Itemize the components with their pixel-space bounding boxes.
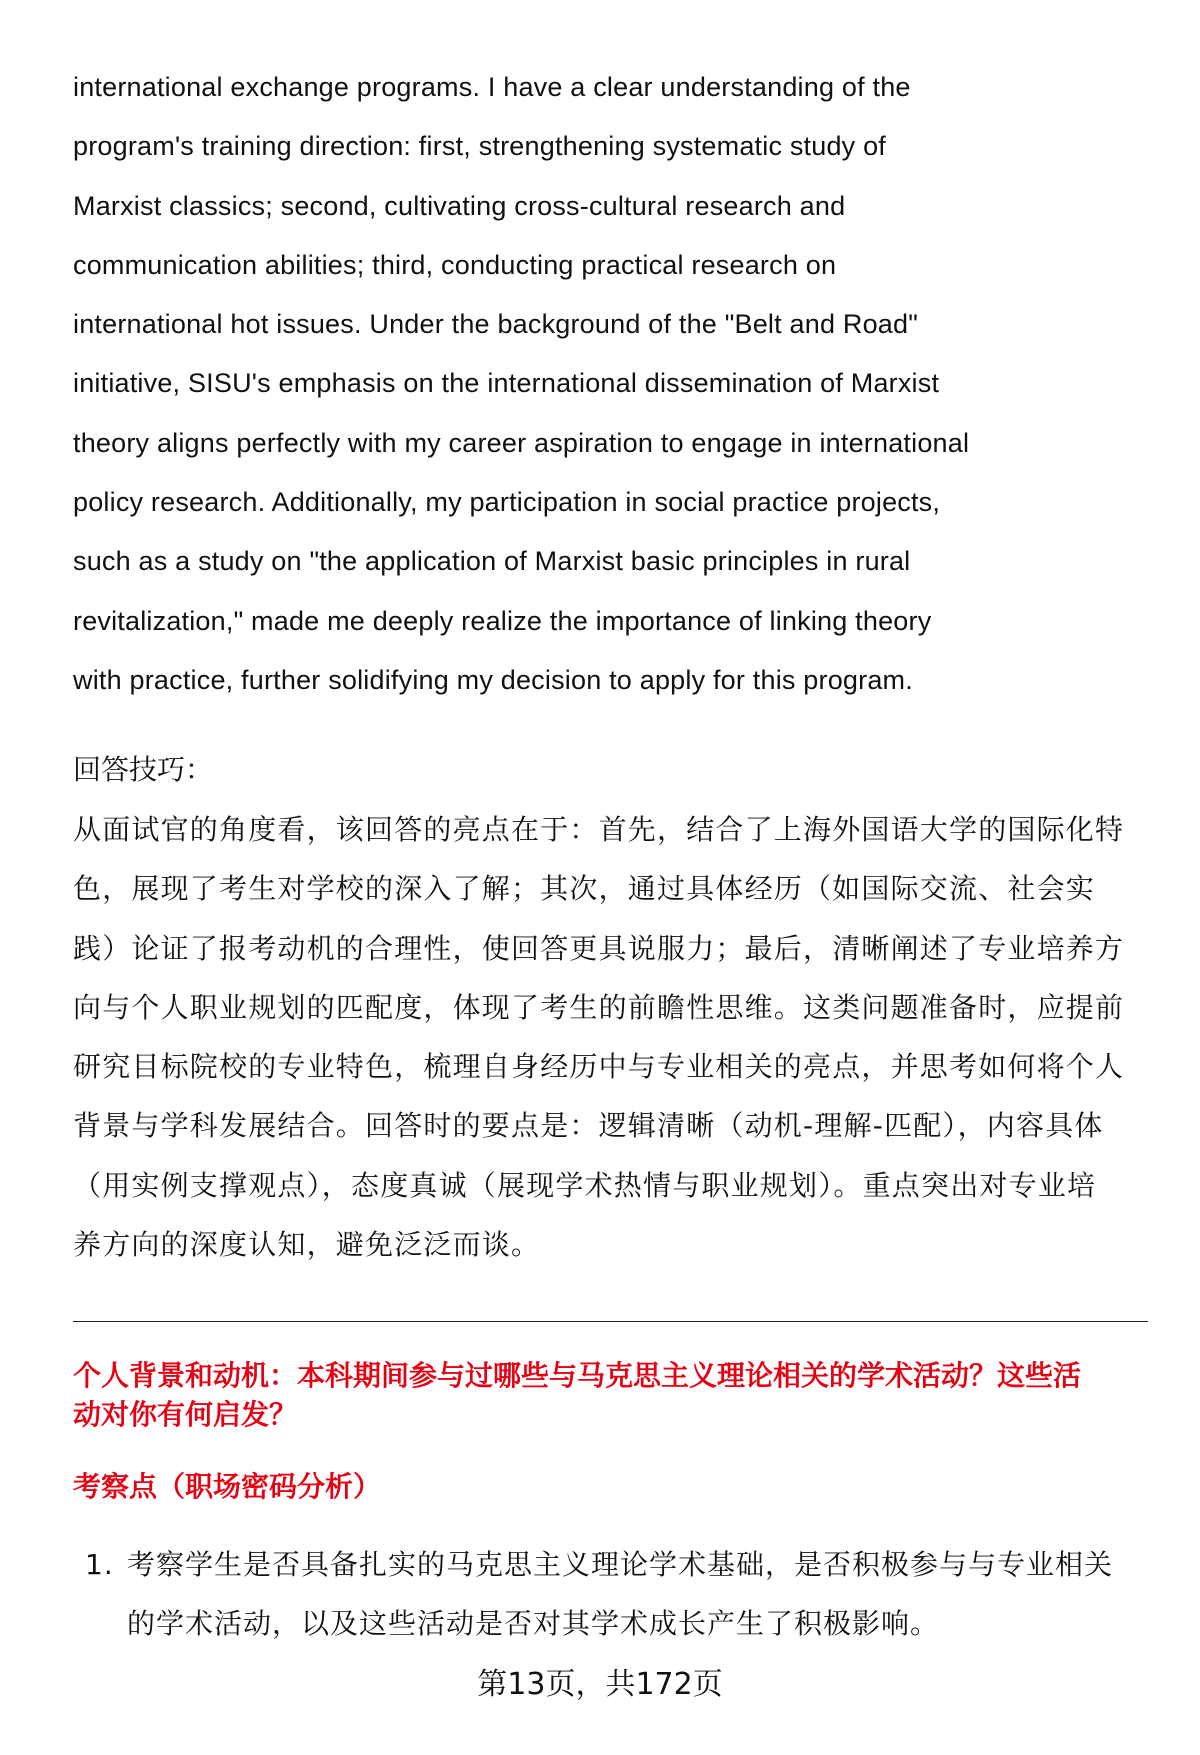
assessment-point-heading: 考察点（职场密码分析） xyxy=(73,1470,382,1503)
paragraph-line: program's training direction: first, strengthening systematic study of xyxy=(73,131,887,162)
list-item xyxy=(85,1535,1148,1594)
paragraph-line: policy research. Additionally, my participation in social practice projects, xyxy=(73,487,941,518)
paragraph-line: 研究目标院校的专业特色，梳理自身经历中与专业相关的亮点，并思考如何将个人 xyxy=(73,1050,1125,1084)
paragraph-line: 背景与学科发展结合。回答时的要点是：逻辑清晰（动机-理解-匹配），内容具体 xyxy=(73,1109,1104,1143)
paragraph-line: theory aligns perfectly with my career aspiration to engage in international xyxy=(73,427,970,458)
assessment-list xyxy=(85,1535,1148,1654)
paragraph-line: such as a study on "the application of Marxist basic principles in rural xyxy=(73,546,911,577)
paragraph-line: 养方向的深度认知，避免泛泛而谈。 xyxy=(73,1228,541,1262)
tips-label: 回答技巧： xyxy=(73,753,214,786)
list-item-text: 考察学生是否具备扎实的马克思主义理论学术基础，是否积极参与与专业相关 xyxy=(127,1548,1114,1581)
question-line: 动对你有何启发？ xyxy=(73,1398,298,1431)
tips-paragraph xyxy=(73,800,1148,1274)
paragraph-line: with practice, further solidifying my decision to apply for this program. xyxy=(73,664,913,695)
paragraph-line: 践）论证了报考动机的合理性，使回答更具说服力；最后，清晰阐述了专业培养方 xyxy=(73,931,1125,965)
section-divider xyxy=(73,1321,1148,1322)
list-number: 1. xyxy=(85,1548,114,1581)
paragraph-line: communication abilities; third, conducting practical research on xyxy=(73,249,837,280)
question-heading xyxy=(73,1356,1148,1434)
list-item-continuation: 的学术活动，以及这些活动是否对其学术成长产生了积极影响。 xyxy=(127,1607,940,1641)
page-number: 第13页，共172页 xyxy=(477,1667,723,1702)
paragraph-line: international exchange programs. I have a clear understanding of the xyxy=(73,72,911,102)
paragraph-line: revitalization," made me deeply realize the importance of linking theory xyxy=(73,605,932,636)
paragraph-line: （用实例支撑观点），态度真诚（展现学术热情与职业规划）。重点突出对专业培 xyxy=(73,1168,1097,1202)
paragraph-line: 色，展现了考生对学校的深入了解；其次，通过具体经历（如国际交流、社会实 xyxy=(73,872,1096,906)
paragraph-line: 向与个人职业规划的匹配度，体现了考生的前瞻性思维。这类问题准备时，应提前 xyxy=(73,990,1125,1024)
paragraph-line: 从面试官的角度看，该回答的亮点在于：首先，结合了上海外国语大学的国际化特 xyxy=(73,813,1125,846)
paragraph-line: Marxist classics; second, cultivating cross-cultural research and xyxy=(73,190,846,221)
paragraph-line: initiative, SISU's emphasis on the international dissemination of Marxist xyxy=(73,368,940,399)
question-line: 个人背景和动机：本科期间参与过哪些与马克思主义理论相关的学术活动？这些活 xyxy=(73,1359,1082,1392)
paragraph-line: international hot issues. Under the background of the "Belt and Road" xyxy=(73,309,918,340)
answer-english-paragraph xyxy=(73,58,1148,710)
